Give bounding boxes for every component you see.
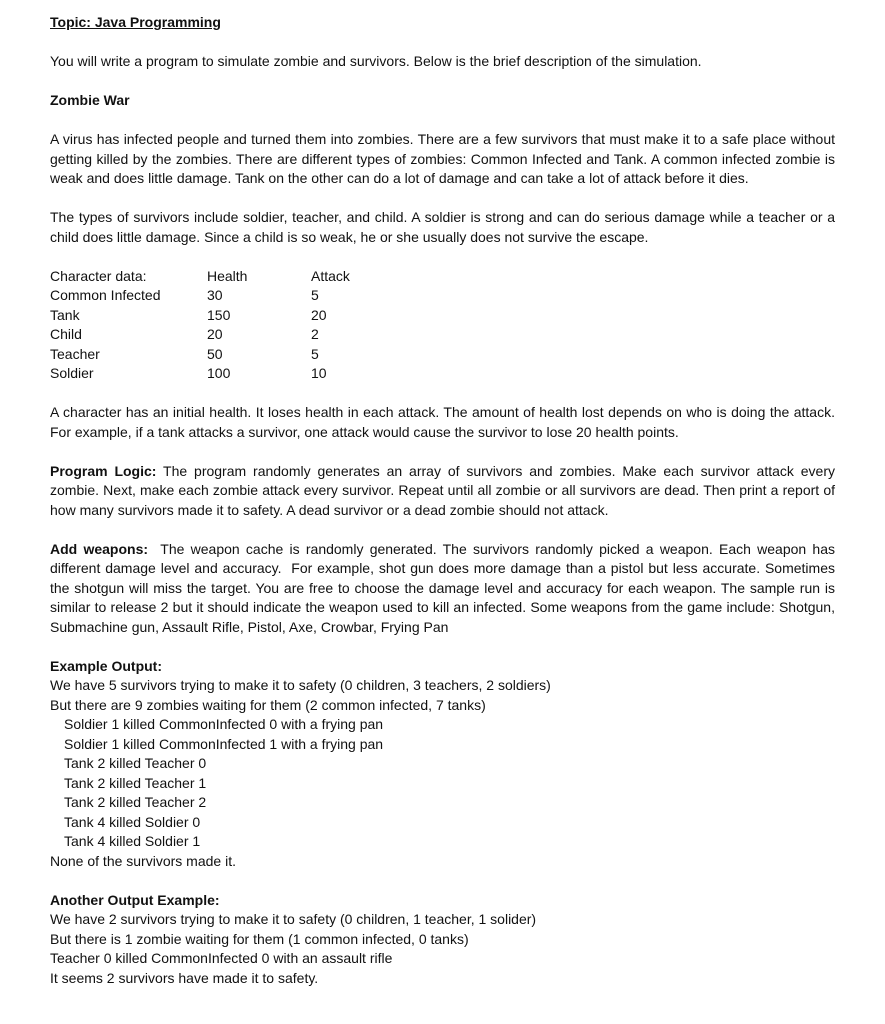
row-attack: 2	[311, 326, 319, 342]
character-data-table	[50, 267, 411, 384]
virus-paragraph: A virus has infected people and turned them into zombies. There are a few survivors that must make it to a safe place without getting killed by the zombies. There are different types of zombies: Common Infected and Tank. A common infected zombie is weak and does little damage. Tank on the other can do a lot of damage and can take a lot of attack before it dies.	[50, 131, 835, 186]
row-health: 50	[207, 345, 223, 362]
another-output-title: Another Output Example:	[50, 891, 220, 908]
table-row	[50, 364, 411, 384]
row-name: Soldier	[50, 365, 94, 381]
row-attack: 20	[311, 306, 327, 323]
program-logic-label: Program Logic:	[50, 462, 157, 479]
health-paragraph: A character has an initial health. It loses health in each attack. The amount of health lost depends on who is doing the attack. For example, if a tank attacks a survivor, one attack would cause the survivor to lose 20 health points.	[50, 404, 835, 440]
header-health: Health	[207, 267, 248, 284]
table-row	[50, 325, 411, 345]
output-line: But there are 9 zombies waiting for them (2 common infected, 7 tanks)	[50, 696, 486, 713]
output-line: We have 2 survivors trying to make it to safety (0 children, 1 teacher, 1 solider)	[50, 911, 537, 927]
output-line: Tank 2 killed Teacher 1	[64, 774, 207, 791]
header-attack: Attack	[311, 267, 350, 284]
add-weapons-paragraph	[50, 540, 839, 638]
survivor-types-paragraph: The types of survivors include soldier, teacher, and child. A soldier is strong and can do serious damage while a teacher or a child does little damage. Since a child is so weak, he or she usually does not survive the escape.	[50, 209, 835, 245]
row-health: 150	[207, 306, 231, 323]
program-logic-text: The program randomly generates an array of survivors and zombies. Make each survivor attack every zombie. Next, make each zombie attack every survivor. Repeat until all zombie or all survivors are dead. Then print a report of how many survivors made it to safety. A dead survivor or a dead zombie should not attack.	[50, 462, 835, 518]
another-output-block	[50, 910, 835, 988]
topic-heading: Topic: Java Programming	[50, 14, 221, 30]
document-page	[50, 13, 839, 988]
example-output-block	[50, 676, 835, 871]
output-line: Tank 4 killed Soldier 1	[64, 833, 201, 849]
program-logic-paragraph	[50, 462, 835, 521]
output-line: None of the survivors made it.	[50, 852, 236, 869]
output-line: Tank 4 killed Soldier 0	[64, 813, 201, 830]
row-name: Teacher	[50, 345, 100, 362]
row-name: Common Infected	[50, 287, 161, 303]
row-health: 20	[207, 326, 223, 342]
row-attack: 10	[311, 365, 327, 381]
output-line: It seems 2 survivors have made it to safety.	[50, 969, 319, 986]
table-row	[50, 306, 411, 326]
add-weapons-label: Add weapons:	[50, 540, 149, 557]
intro-text: You will write a program to simulate zombie and survivors. Below is the brief description of the simulation.	[50, 53, 702, 69]
row-health: 100	[207, 365, 231, 381]
table-row	[50, 286, 411, 306]
output-line: But there is 1 zombie waiting for them (1 common infected, 0 tanks)	[50, 930, 469, 947]
output-line: Teacher 0 killed CommonInfected 0 with an assault rifle	[50, 950, 393, 966]
output-line: Soldier 1 killed CommonInfected 1 with a frying pan	[64, 735, 384, 752]
table-header-row	[50, 267, 411, 287]
output-line: Tank 2 killed Teacher 0	[64, 755, 207, 771]
row-name: Tank	[50, 306, 80, 323]
table-row	[50, 345, 411, 365]
header-character: Character data:	[50, 267, 147, 284]
row-name: Child	[50, 326, 82, 342]
section-title: Zombie War	[50, 92, 130, 108]
output-line: Tank 2 killed Teacher 2	[64, 794, 207, 810]
output-line: We have 5 survivors trying to make it to safety (0 children, 3 teachers, 2 soldiers)	[50, 677, 551, 693]
row-attack: 5	[311, 345, 319, 362]
add-weapons-text: The weapon cache is randomly generated. The survivors randomly picked a weapon. Each weapon has different damage level and accuracy. For example, shot gun does more damage than a pistol but less accurate. Sometimes the shotgun will miss the target. You are free to choose the damage level and accuracy for each weapon. The sample run is similar to release 2 but it should indicate the weapon used to kill an infected. Some weapons from the game include: Shotgun, Submachine gun, Assault Rifle, Pistol, Axe, Crowbar, Frying Pan	[50, 540, 839, 635]
row-attack: 5	[311, 287, 319, 303]
output-line: Soldier 1 killed CommonInfected 0 with a frying pan	[64, 716, 384, 732]
example-output-title: Example Output:	[50, 657, 163, 674]
row-health: 30	[207, 287, 223, 303]
